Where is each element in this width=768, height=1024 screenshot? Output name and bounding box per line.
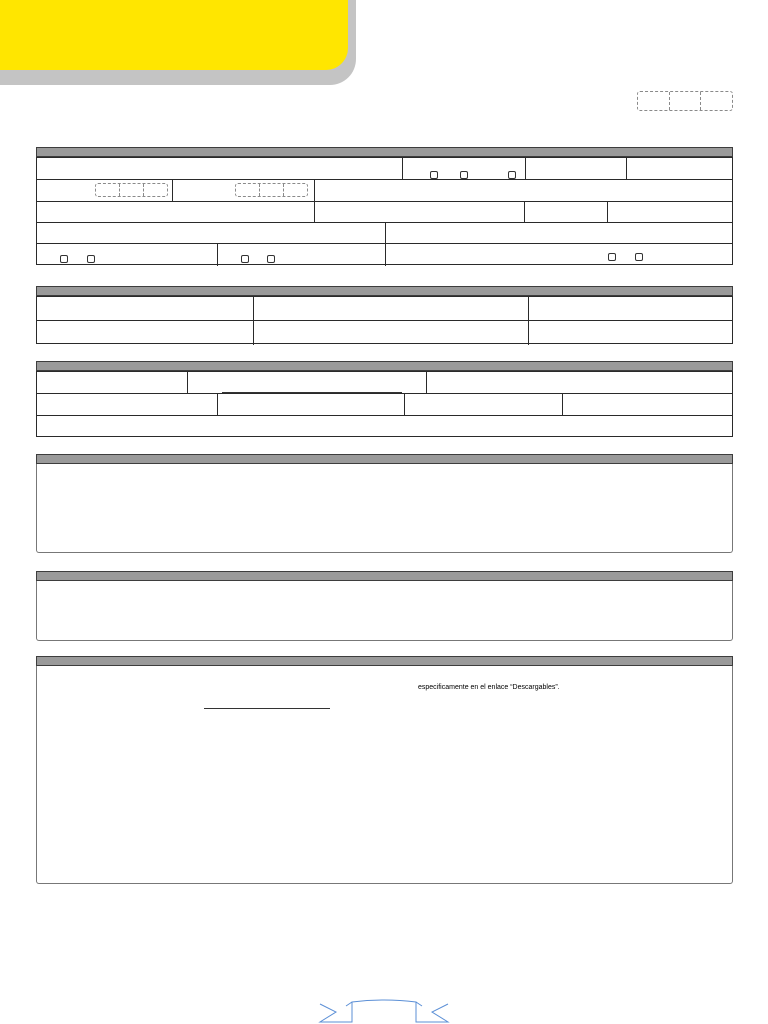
section-3-row-2 (37, 393, 732, 416)
section-2-row-1 (37, 296, 732, 321)
ribbon-icon (316, 996, 452, 1024)
section-2-header (36, 286, 733, 296)
section-1-form (36, 157, 733, 265)
section-1-row-3 (37, 201, 732, 223)
section-1-row-5 (37, 243, 732, 266)
section-1-row-4 (37, 222, 732, 244)
checkbox-icon[interactable] (267, 255, 275, 263)
underline-field (204, 708, 330, 709)
brand-banner (0, 0, 348, 70)
checkbox-icon[interactable] (460, 171, 468, 179)
section-3-row-1 (37, 371, 732, 394)
section-1-row-2 (37, 179, 732, 202)
checkbox-icon[interactable] (635, 253, 643, 261)
section-4-panel (36, 464, 733, 553)
checkbox-icon[interactable] (87, 255, 95, 263)
section-3-header (36, 361, 733, 371)
checkbox-icon[interactable] (60, 255, 68, 263)
checkbox-icon[interactable] (608, 253, 616, 261)
date-field-top[interactable] (637, 91, 733, 111)
section-6-panel (36, 666, 733, 884)
section-3-row-3 (37, 415, 732, 438)
descargables-note: especificamente en el enlace “Descargables”. (418, 684, 560, 691)
date-field[interactable] (235, 183, 308, 197)
section-4-header (36, 454, 733, 464)
section-5-panel (36, 581, 733, 641)
checkbox-icon[interactable] (430, 171, 438, 179)
section-1-row-1 (37, 157, 732, 180)
section-2-row-2 (37, 320, 732, 345)
section-1-header (36, 147, 733, 157)
section-6-header (36, 656, 733, 666)
section-5-header (36, 571, 733, 581)
date-field[interactable] (95, 183, 168, 197)
section-2-form (36, 296, 733, 344)
section-3-form (36, 371, 733, 437)
checkbox-icon[interactable] (508, 171, 516, 179)
checkbox-icon[interactable] (241, 255, 249, 263)
